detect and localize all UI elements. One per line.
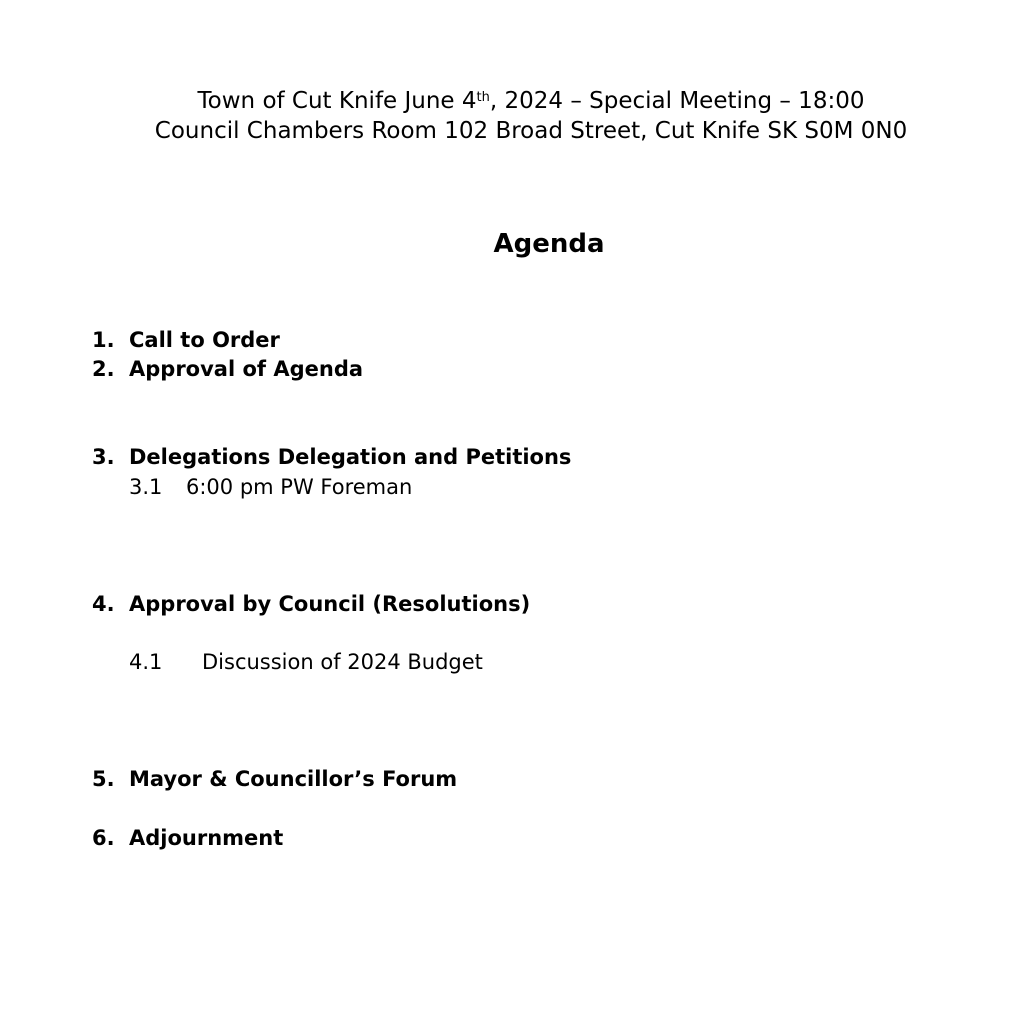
agenda-subitem-number: 3.1 bbox=[129, 475, 163, 499]
agenda-item-number: 6. bbox=[92, 826, 115, 850]
ordinal-suffix: th bbox=[476, 90, 490, 105]
agenda-item-number: 4. bbox=[92, 592, 115, 616]
agenda-item-label: Mayor & Councillor’s Forum bbox=[129, 767, 458, 791]
agenda-subitem-label: 6:00 pm PW Foreman bbox=[186, 475, 413, 499]
agenda-item-number: 2. bbox=[92, 357, 115, 381]
agenda-item-adjournment bbox=[92, 824, 283, 852]
agenda-item-delegations bbox=[92, 443, 571, 471]
agenda-item-number: 3. bbox=[92, 445, 115, 469]
agenda-subitem-pw-foreman bbox=[129, 473, 412, 501]
agenda-item-label: Call to Order bbox=[129, 328, 280, 352]
agenda-item-label: Approval by Council (Resolutions) bbox=[129, 592, 531, 616]
agenda-item-label: Adjournment bbox=[129, 826, 284, 850]
header-line-2: Council Chambers Room 102 Broad Street, Cut Knife SK S0M 0N0 bbox=[154, 118, 908, 144]
header-line-1 bbox=[0, 86, 1024, 116]
page-title: Agenda bbox=[493, 229, 605, 259]
agenda-item-mayor-forum bbox=[92, 765, 457, 793]
agenda-item-label: Approval of Agenda bbox=[129, 357, 364, 381]
agenda-subitem-budget-discussion bbox=[129, 648, 483, 676]
agenda-item-label: Delegations Delegation and Petitions bbox=[129, 445, 572, 469]
agenda-subitem-label: Discussion of 2024 Budget bbox=[202, 650, 483, 674]
agenda-item-number: 1. bbox=[92, 328, 115, 352]
document-header bbox=[0, 86, 1024, 146]
header-line-1-text: Town of Cut Knife June 4 bbox=[197, 88, 477, 114]
agenda-subitem-number: 4.1 bbox=[129, 650, 163, 674]
agenda-item-call-to-order bbox=[92, 326, 280, 354]
agenda-item-approval-by-council bbox=[92, 590, 530, 618]
header-line-1-rest: , 2024 – Special Meeting – 18:00 bbox=[489, 88, 865, 114]
agenda-item-approval-of-agenda bbox=[92, 355, 363, 383]
agenda-item-number: 5. bbox=[92, 767, 115, 791]
